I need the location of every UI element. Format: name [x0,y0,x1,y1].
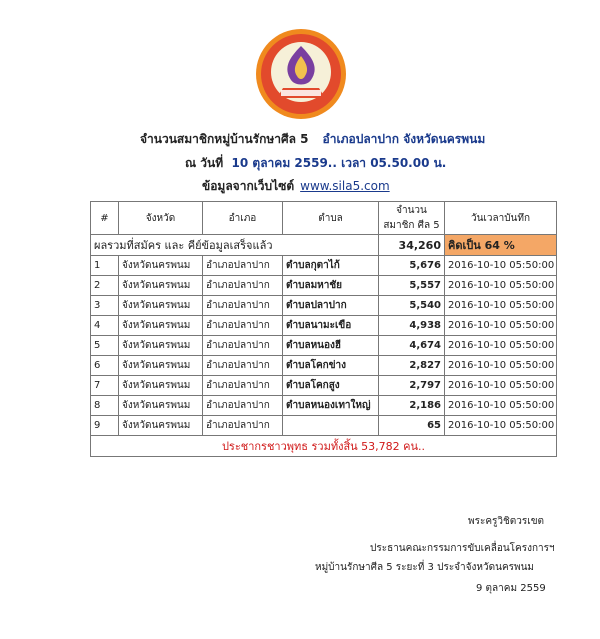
row-time: 2016-10-10 05:50:00 [445,376,557,396]
source-link[interactable]: www.sila5.com [300,179,390,193]
row-index: 5 [91,336,119,356]
signer-title: ประธานคณะกรรมการขับเคลื่อนโครงการฯ [370,543,555,554]
row-district: อำเภอปลาปาก [203,316,283,336]
row-time: 2016-10-10 05:50:00 [445,296,557,316]
col-header-count: จำนวนสมาชิก ศีล 5 [379,202,445,235]
row-district: อำเภอปลาปาก [203,356,283,376]
row-district: อำเภอปลาปาก [203,276,283,296]
row-index: 7 [91,376,119,396]
row-count: 2,186 [379,396,445,416]
row-index: 3 [91,296,119,316]
title-location: อำเภอปลาปาก จังหวัดนครพนม [322,132,486,146]
row-count: 65 [379,416,445,436]
row-district: อำเภอปลาปาก [203,416,283,436]
row-time: 2016-10-10 05:50:00 [445,356,557,376]
summary-value: 34,260 [379,235,445,256]
row-count: 5,557 [379,276,445,296]
table-row [91,296,557,316]
emblem-logo [253,28,349,120]
grand-total: ประชากรชาวพุทธ รวมทั้งสิ้น 53,782 คน.. [91,436,557,457]
source-label: ข้อมูลจากเว็บไซต์ [202,179,295,193]
row-subdistrict: ตำบลหนองฮี [283,336,379,356]
row-province: จังหวัดนครพนม [119,336,203,356]
title-heading: จำนวนสมาชิกหมู่บ้านรักษาศีล 5 [140,132,309,146]
row-index: 2 [91,276,119,296]
row-index: 4 [91,316,119,336]
table-row [91,276,557,296]
table-row [91,416,557,436]
date-value: 10 ตุลาคม 2559.. เวลา 05.50.00 น. [231,156,447,170]
row-time: 2016-10-10 05:50:00 [445,416,557,436]
summary-row [91,235,557,256]
signer-project: หมู่บ้านรักษาศีล 5 ระยะที่ 3 ประจำจังหวัดนครพนม [315,562,535,573]
members-table [90,201,557,457]
table-row [91,256,557,276]
title-line-3 [202,177,390,196]
row-province: จังหวัดนครพนม [119,376,203,396]
signature-date: 9 ตุลาคม 2559 [476,583,546,594]
table-row [91,396,557,416]
signer-name: พระครูวิชิตวรเขต [468,516,545,527]
col-header-district: อำเภอ [203,202,283,235]
row-time: 2016-10-10 05:50:00 [445,276,557,296]
col-header-time: วันเวลาบันทึก [445,202,557,235]
date-label: ณ วันที่ [185,156,224,170]
row-subdistrict [283,416,379,436]
table-header-row [91,202,557,235]
row-subdistrict: ตำบลหนองเทาใหญ่ [283,396,379,416]
row-province: จังหวัดนครพนม [119,396,203,416]
row-count: 2,827 [379,356,445,376]
row-index: 8 [91,396,119,416]
row-subdistrict: ตำบลมหาชัย [283,276,379,296]
row-subdistrict: ตำบลปลาปาก [283,296,379,316]
row-district: อำเภอปลาปาก [203,396,283,416]
row-district: อำเภอปลาปาก [203,376,283,396]
row-count: 5,676 [379,256,445,276]
row-time: 2016-10-10 05:50:00 [445,256,557,276]
col-header-index: # [91,202,119,235]
table-row [91,316,557,336]
row-district: อำเภอปลาปาก [203,256,283,276]
row-province: จังหวัดนครพนม [119,296,203,316]
row-index: 1 [91,256,119,276]
row-province: จังหวัดนครพนม [119,256,203,276]
row-count: 4,938 [379,316,445,336]
row-count: 4,674 [379,336,445,356]
grand-total-row [91,436,557,457]
row-subdistrict: ตำบลกุตาไก้ [283,256,379,276]
row-district: อำเภอปลาปาก [203,296,283,316]
col-header-province: จังหวัด [119,202,203,235]
row-index: 9 [91,416,119,436]
table-row [91,336,557,356]
row-province: จังหวัดนครพนม [119,276,203,296]
summary-label: ผลรวมที่สมัคร และ คีย์ข้อมูลเสร็จแล้ว [91,235,379,256]
summary-percent: คิดเป็น 64 % [445,235,557,256]
title-line-1 [140,130,485,149]
row-district: อำเภอปลาปาก [203,336,283,356]
row-count: 5,540 [379,296,445,316]
row-subdistrict: ตำบลโคกข่าง [283,356,379,376]
row-subdistrict: ตำบลโคกสูง [283,376,379,396]
table-row [91,376,557,396]
row-time: 2016-10-10 05:50:00 [445,396,557,416]
row-time: 2016-10-10 05:50:00 [445,336,557,356]
row-province: จังหวัดนครพนม [119,316,203,336]
row-index: 6 [91,356,119,376]
row-time: 2016-10-10 05:50:00 [445,316,557,336]
title-line-2 [185,154,446,173]
row-province: จังหวัดนครพนม [119,356,203,376]
row-province: จังหวัดนครพนม [119,416,203,436]
row-count: 2,797 [379,376,445,396]
col-header-subdistrict: ตำบล [283,202,379,235]
row-subdistrict: ตำบลนามะเขือ [283,316,379,336]
table-body [91,256,557,436]
table-row [91,356,557,376]
